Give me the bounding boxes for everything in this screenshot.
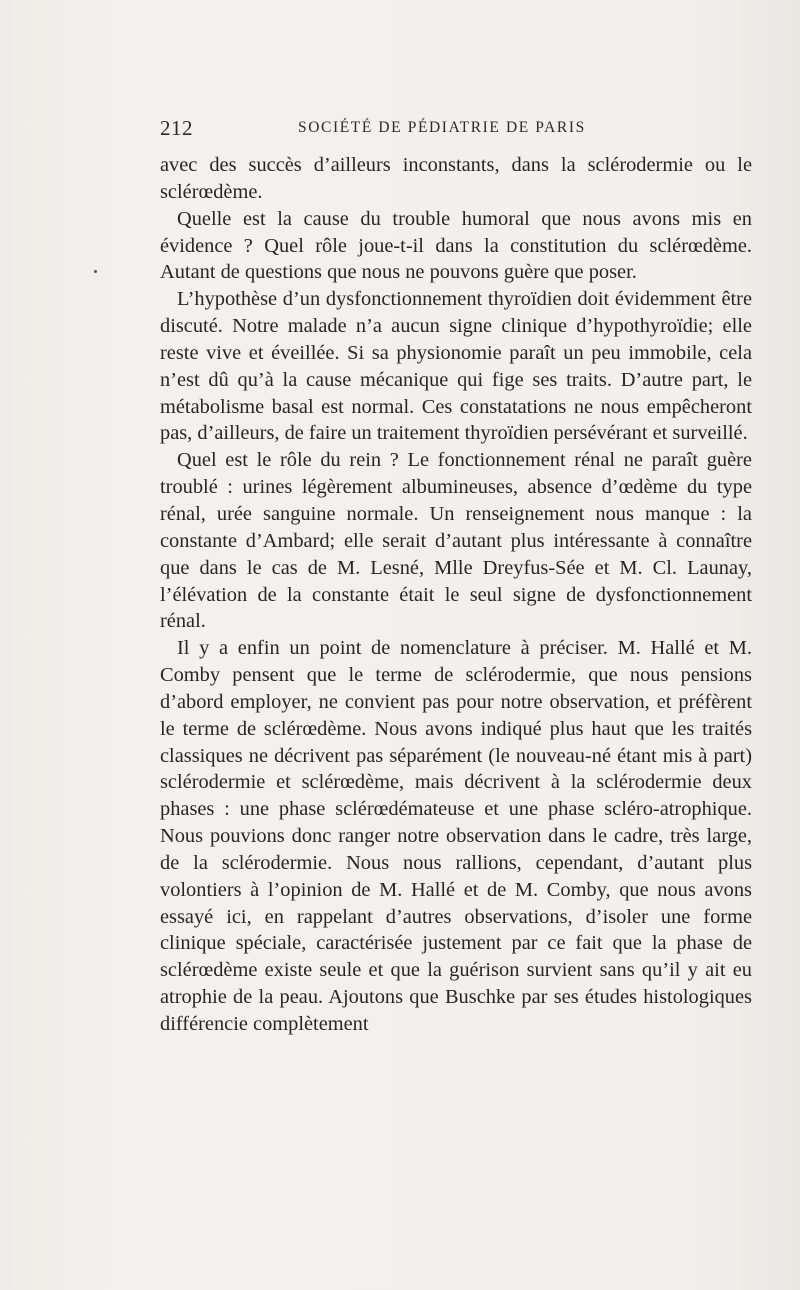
paragraph-humoral-cause: Quelle est la cause du trouble humoral que nous avons mis en évidence ? Quel rôle joue-t-il dans la constitution du sclérœdème. Autant de questions que nous ne pouvons guère que poser. — [160, 207, 752, 284]
paragraph-thyroid-hypothesis: L’hypothèse d’un dysfonctionnement thyroïdien doit évidemment être discuté. Notre malade n’a aucun signe clinique d’hypothyroïdie; elle reste vive et éveillée. Si sa physionomie paraît un peu immobile, cela n’est dû qu’à la cause mécanique qui fige ses traits. D’autre part, le métabolisme basal est normal. Ces constatations ne nous empêcheront pas, d’ailleurs, de faire un traitement thyroïdien persévérant et surveillé. — [160, 288, 752, 445]
body-text — [160, 152, 752, 1038]
paragraph-continuation: avec des succès d’ailleurs inconstants, dans la sclérodermie ou le sclérœdème. — [160, 154, 752, 203]
paragraph-kidney-role: Quel est le rôle du rein ? Le fonctionnement rénal ne paraît guère troublé : urines légèrement albumineuses, absence d’œdème du type rénal, urée sanguine normale. Un renseignement nous manque : la constante d’Ambard; elle serait d’autant plus intéressante à connaître que dans le cas de M. Lesné, Mlle Dreyfus-Sée et M. Cl. Launay, l’élévation de la constante était le seul signe de dysfonctionnement rénal. — [160, 449, 752, 633]
page-header — [160, 116, 752, 144]
paragraph-nomenclature: Il y a enfin un point de nomenclature à préciser. M. Hallé et M. Comby pensent que le terme de sclérodermie, que nous pensions d’abord employer, ne convient pas pour notre observation, et préfèrent le terme de sclérœdème. Nous avons indiqué plus haut que les traités classiques ne décrivent pas séparément (le nouveau-né étant mis à part) sclérodermie et sclérœdème, mais décrivent à la sclérodermie deux phases : une phase sclérœdémateuse et une phase scléro-atrophique. Nous pouvions donc ranger notre observation dans le cadre, très large, de la sclérodermie. Nous nous rallions, cependant, d’autant plus volontiers à l’opinion de M. Hallé et de M. Comby, que nous avons essayé ici, en rappelant d’autres observations, d’isoler une forme clinique spéciale, caractérisée justement par ce fait que la phase de sclérœdème existe seule et que la guérison survient sans qu’il y ait eu atrophie de la peau. Ajoutons que Buschke par ses études histologiques différencie complètement — [160, 637, 752, 1035]
page-number: 212 — [160, 116, 193, 140]
margin-speck — [94, 270, 97, 273]
running-title: SOCIÉTÉ DE PÉDIATRIE DE PARIS — [298, 119, 586, 136]
